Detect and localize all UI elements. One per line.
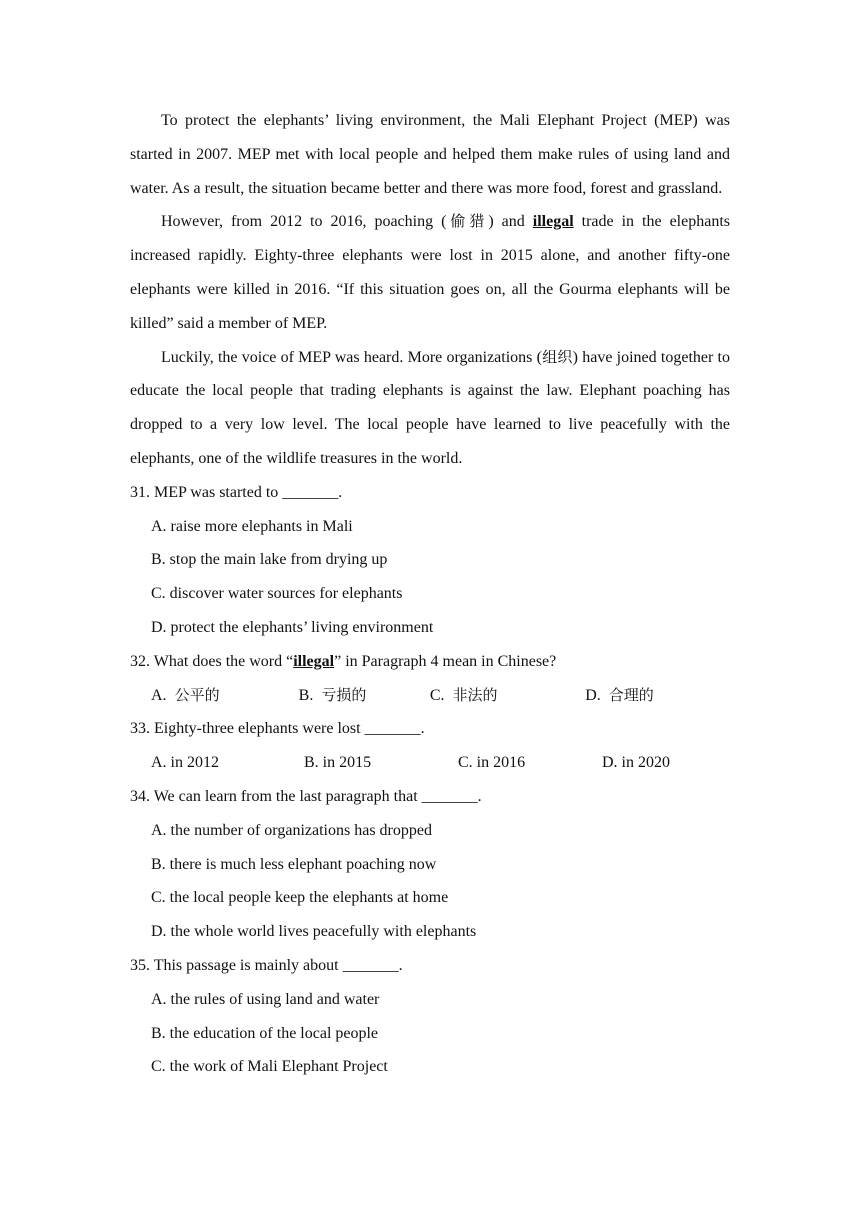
question-32-stem-b: ” in Paragraph 4 mean in Chinese?	[334, 652, 557, 670]
paragraph-2-text-c: trade in the elephants increased rapidly. Eighty-three elephants were lost in 2015 alone, and another fifty-one elephants were killed in 2016. “If this situation goes on, all the Gourma elephants will be killed” said a member of MEP.	[130, 213, 730, 332]
question-33-option-c: C. in 2016	[458, 754, 526, 772]
question-31-option-b: B. stop the main lake from drying up	[151, 551, 388, 569]
question-33-option-b: B. in 2015	[304, 754, 372, 772]
paragraph-2	[130, 205, 730, 340]
question-32-options	[151, 679, 730, 713]
option-text-c: 非法的	[452, 685, 498, 704]
question-34-stem: 34. We can learn from the last paragraph that _______.	[130, 787, 482, 805]
paragraph-1: To protect the elephants’ living environment, the Mali Elephant Project (MEP) was started in 2007. MEP met with local people and helped them make rules of using land and water. As a result, the situation became better and there was more food, forest and grassland.	[130, 112, 730, 197]
paragraph-2-text-b: ) and	[488, 213, 533, 231]
question-32-option-a	[151, 679, 299, 713]
paragraph-3	[130, 341, 730, 476]
option-label-b: B.	[298, 686, 322, 704]
option-text-b: 亏损的	[321, 685, 367, 704]
question-32-option-c	[430, 679, 585, 713]
question-32-stem-a: 32. What does the word “	[130, 652, 294, 670]
question-33-stem: 33. Eighty-three elephants were lost _______.	[130, 720, 425, 738]
question-34-option-d: D. the whole world lives peacefully with elephants	[151, 923, 477, 941]
option-text-d: 合理的	[608, 685, 654, 704]
document-page	[130, 104, 730, 1084]
question-32-option-d	[585, 679, 730, 713]
question-35-option-c: C. the work of Mali Elephant Project	[151, 1058, 388, 1076]
question-34-option-c: C. the local people keep the elephants at home	[151, 889, 449, 907]
option-label-d: D.	[585, 686, 609, 704]
question-31-option-c: C. discover water sources for elephants	[151, 585, 403, 603]
question-34-option-a: A. the number of organizations has dropped	[151, 821, 432, 839]
underlined-word-illegal: illegal	[532, 213, 574, 231]
question-34-option-b: B. there is much less elephant poaching now	[151, 855, 437, 873]
question-32-underlined-word: illegal	[293, 652, 335, 670]
option-label-a: A.	[151, 686, 175, 704]
question-33-option-a: A. in 2012	[151, 754, 219, 772]
chinese-gloss-organizations: 组织	[541, 347, 573, 366]
option-label-c: C.	[429, 686, 453, 704]
paragraph-2-text-a: However, from 2012 to 2016, poaching (	[161, 213, 447, 231]
question-35-stem: 35. This passage is mainly about _______.	[130, 956, 403, 974]
question-35-option-a: A. the rules of using land and water	[151, 990, 380, 1008]
question-31-option-d: D. protect the elephants’ living environment	[151, 618, 434, 636]
chinese-gloss-poaching: 偷猎	[446, 212, 489, 231]
question-35-option-b: B. the education of the local people	[151, 1024, 379, 1042]
paragraph-3-text-a: Luckily, the voice of MEP was heard. More organizations (	[161, 348, 542, 366]
question-32-stem	[130, 645, 730, 679]
question-33-option-d: D. in 2020	[602, 754, 670, 772]
question-31-option-a: A. raise more elephants in Mali	[151, 517, 353, 535]
question-32-option-b	[299, 679, 430, 713]
option-text-a: 公平的	[174, 685, 220, 704]
question-31-stem: 31. MEP was started to _______.	[130, 483, 343, 501]
paragraph-3-text-b: ) have joined together to educate the local people that trading elephants is against the law. Elephant poaching has dropped to a very low level. The local people have learned to live peacefully with the elephants, one of the wildlife treasures in the world.	[130, 348, 730, 467]
question-33-options	[151, 746, 730, 780]
